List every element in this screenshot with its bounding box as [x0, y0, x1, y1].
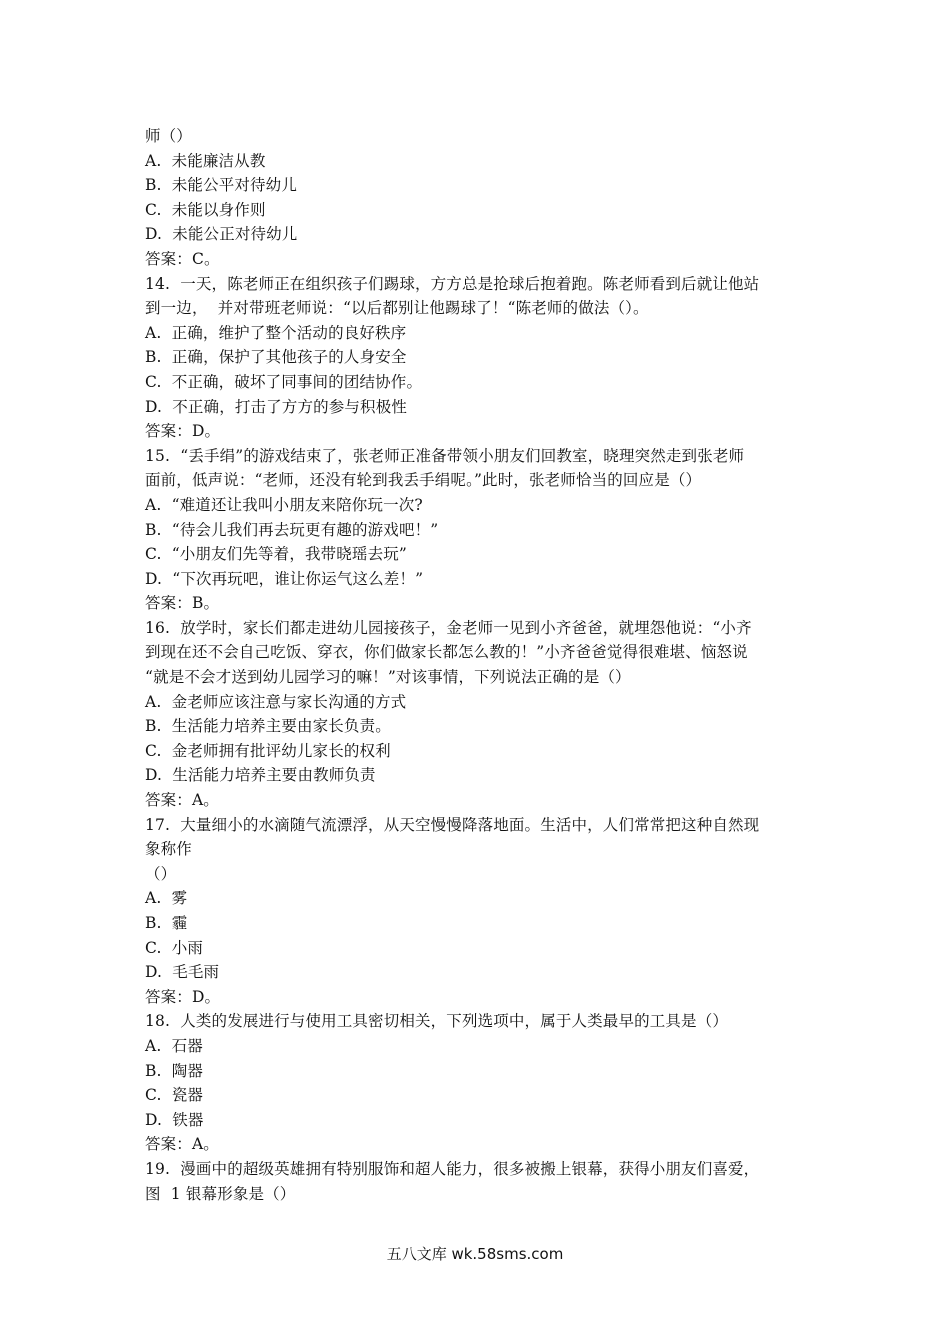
option-line: D. 不正确，打击了方方的参与积极性 — [145, 397, 408, 416]
question-line: “就是不会才送到幼儿园学习的嘛！”对该事情，下列说法正确的是（） — [145, 668, 631, 687]
question-line: 19. 漫画中的超级英雄拥有特别服饰和超人能力，很多被搬上银幕，获得小朋友们喜爱， — [145, 1159, 760, 1178]
answer-line: 答案：D。 — [145, 987, 221, 1006]
question-line: 15. “丢手绢”的游戏结束了，张老师正准备带领小朋友们回教室，晓理突然走到张老师 — [145, 446, 745, 465]
answer-line: 答案：A。 — [145, 1135, 219, 1154]
answer-line: 答案：B。 — [145, 594, 220, 613]
option-line: A. “难道还让我叫小朋友来陪你玩一次? — [145, 495, 423, 514]
option-line: D. 毛毛雨 — [145, 963, 220, 982]
option-line: D. “下次再玩吧，谁让你运气这么差！” — [145, 569, 424, 588]
question-line: 17. 大量细小的水滴随气流漂浮，从天空慢慢降落地面。生活中，人们常常把这种自然现 — [145, 815, 760, 834]
option-line: B. 陶器 — [145, 1061, 204, 1080]
text-line: 师（） — [145, 127, 192, 145]
option-line: C. 不正确，破坏了同事间的团结协作。 — [145, 372, 423, 391]
option-line: C. 瓷器 — [145, 1086, 203, 1105]
question-line: （） — [145, 864, 177, 883]
option-line: A. 正确，维护了整个活动的良好秩序 — [145, 323, 407, 342]
option-line: D. 未能公正对待幼儿 — [145, 225, 298, 244]
option-line: B. “待会儿我们再去玩更有趣的游戏吧！” — [145, 520, 439, 539]
answer-line: 答案：C。 — [145, 249, 220, 268]
option-line: C. 金老师拥有批评幼儿家长的权利 — [145, 741, 391, 760]
option-line: D. 生活能力培养主要由教师负责 — [145, 766, 376, 785]
question-line: 到现在还不会自己吃饭、穿衣，你们做家长都怎么教的！”小齐爸爸觉得很难堪、恼怒说 — [145, 643, 748, 662]
option-line: B. 霾 — [145, 914, 188, 932]
question-line: 图 1 银幕形象是（） — [145, 1184, 296, 1203]
option-line: D. 铁器 — [145, 1110, 204, 1129]
answer-line: 答案：A。 — [145, 791, 219, 810]
question-line: 14. 一天，陈老师正在组织孩子们踢球，方方总是抢球后抱着跑。陈老师看到后就让他站 — [145, 274, 760, 293]
question-line: 面前，低声说：“老师，还没有轮到我丢手绢呢。”此时，张老师恰当的回应是（） — [145, 471, 702, 490]
option-line: C. 未能以身作则 — [145, 200, 266, 219]
option-line: A. 未能廉洁从教 — [145, 151, 266, 170]
question-line: 到一边， 并对带班老师说：“以后都别让他踢球了！“陈老师的做法（）。 — [145, 299, 649, 318]
question-line: 16. 放学时，家长们都走进幼儿园接孩子，金老师一见到小齐爸爸，就埋怨他说：“小齐 — [145, 618, 752, 637]
document-body — [145, 124, 817, 1206]
question-line: 象称作 — [145, 840, 192, 859]
option-line: C. 小雨 — [145, 938, 203, 957]
option-line: C. “小朋友们先等着，我带晓瑶去玩” — [145, 545, 407, 564]
question-line: 18. 人类的发展进行与使用工具密切相关，下列选项中，属于人类最早的工具是（） — [145, 1012, 729, 1031]
option-line: A. 金老师应该注意与家长沟通的方式 — [145, 692, 407, 711]
option-line: A. 石器 — [145, 1036, 203, 1055]
page-footer: 五八文库 wk.58sms.com — [386, 1245, 564, 1263]
option-line: B. 未能公平对待幼儿 — [145, 176, 297, 195]
option-line: A. 雾 — [145, 889, 188, 908]
option-line: B. 生活能力培养主要由家长负责。 — [145, 717, 391, 736]
answer-line: 答案：D。 — [145, 422, 221, 441]
option-line: B. 正确，保护了其他孩子的人身安全 — [145, 348, 407, 367]
